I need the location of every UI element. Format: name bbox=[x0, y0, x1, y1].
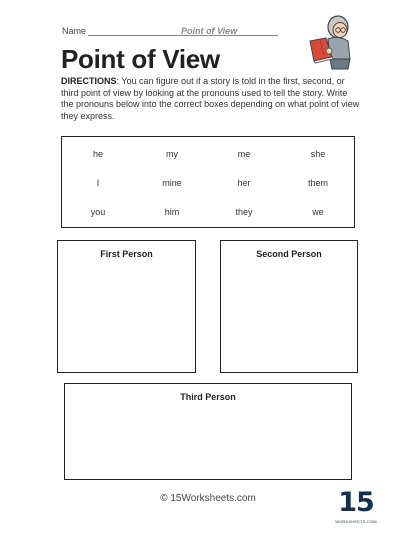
third-person-title: Third Person bbox=[180, 392, 236, 402]
worksheet-topic: Point of View bbox=[181, 26, 238, 36]
word-bank-word: my bbox=[166, 149, 178, 159]
first-person-title: First Person bbox=[100, 249, 153, 259]
name-label: Name bbox=[62, 26, 87, 36]
word-bank-word: her bbox=[237, 178, 251, 188]
word-bank-word: I bbox=[96, 178, 100, 188]
second-person-box[interactable] bbox=[220, 240, 358, 373]
15worksheets-logo bbox=[334, 489, 378, 527]
word-bank-word: they bbox=[235, 207, 253, 217]
directions bbox=[61, 76, 361, 122]
footer-copyright: © 15Worksheets.com bbox=[160, 493, 256, 504]
word-bank-word: me bbox=[237, 149, 251, 159]
second-person-title: Second Person bbox=[256, 249, 322, 259]
page-title: Point of View bbox=[61, 44, 220, 74]
logo-text: WORKSHEETS.COM bbox=[335, 519, 377, 524]
reading-boy-illustration bbox=[302, 11, 356, 73]
word-bank-word: you bbox=[90, 207, 106, 217]
word-bank-word: mine bbox=[162, 178, 182, 188]
word-bank-word: him bbox=[164, 207, 180, 217]
third-person-box[interactable] bbox=[64, 383, 352, 480]
logo-number: 15 bbox=[338, 487, 374, 518]
word-bank-word: them bbox=[307, 178, 328, 188]
word-bank bbox=[61, 136, 355, 228]
first-person-box[interactable] bbox=[57, 240, 196, 373]
directions-label: DIRECTIONS bbox=[61, 76, 117, 86]
word-bank-word: he bbox=[92, 149, 103, 159]
word-bank-word: we bbox=[312, 207, 324, 217]
directions-text: : You can figure out if a story is told in the first, second, or third point of view by looking at the pronouns used to tell the story. Write the pronouns below into the correct boxes depending on what point of view they express. bbox=[61, 76, 360, 121]
word-bank-word: she bbox=[310, 149, 326, 159]
